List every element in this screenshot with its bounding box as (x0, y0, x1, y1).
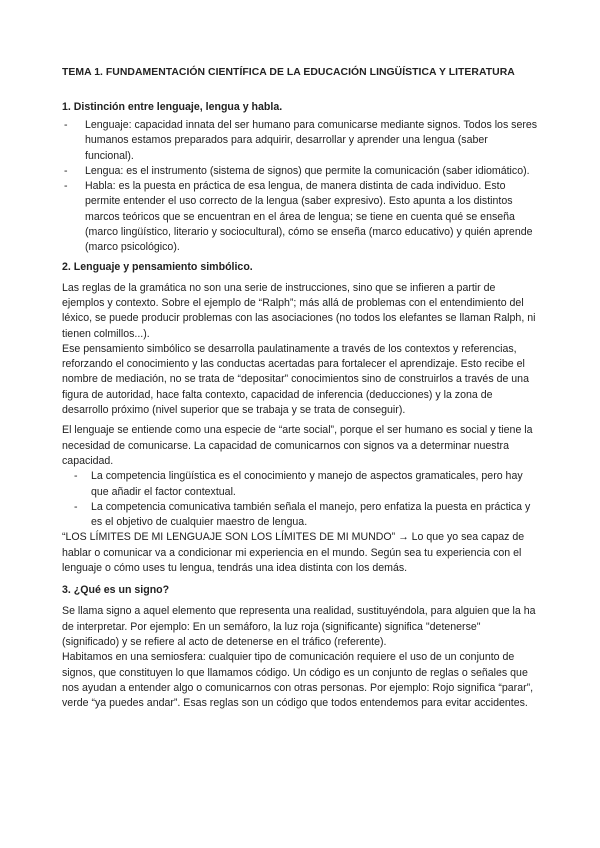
section-1-bullet-list (62, 118, 538, 256)
paragraph: Las reglas de la gramática no son una serie de instrucciones, sino que se infieren a partir de ejemplos y contexto. Sobre el ejemplo de “Ralph”; más allá de problemas con el entendimiento del léxico, se puede producir problemas con las asociaciones (no todos los elefantes se llaman Ralph, ni tienen colmillos...). (62, 281, 536, 340)
list-item: - Lenguaje: capacidad innata del ser humano para comunicarse mediante signos. Todos los seres humanos estamos preparados para adquirir, desarrollar y aprender una lengua (saber funcional). (62, 118, 538, 164)
section-heading-3: 3. ¿Qué es un signo? (62, 584, 170, 597)
paragraph: Ese pensamiento simbólico se desarrolla paulatinamente a través de los contextos y referencias, reforzando el conocimiento y las conductas acertadas para fortalecer el aprendizaje. Esto recibe el nombre de mediación, no se trata de “depositar” conocimientos sino de construirlos a través de una figura de autoridad, hace falta contexto, capacidad de inferencia (deducciones) y la zona de desarrollo próximo (nivel superior que se trabaja y se trata de conseguir). (62, 342, 529, 417)
section-heading-1: 1. Distinción entre lenguaje, lengua y habla. (62, 101, 283, 113)
list-item: - Habla: es la puesta en práctica de esa lengua, de manera distinta de cada individuo. Esto permite entender el uso correcto de la lengua (saber expresivo). Esto apunta a los distintos marcos teóricos que se encuentran en el área de lengua; se tiene en cuenta qué se enseña (marco lingüístico, literario y sociocultural), cómo se enseña (marco educativo) y quién aprende (marco psicológico). (62, 179, 538, 255)
list-item: - Lengua: es el instrumento (sistema de signos) que permite la comunicación (saber idiomático). (62, 164, 538, 179)
paragraph: Se llama signo a aquel elemento que representa una realidad, sustituyéndola, para alguien que la ha de interpretar. Por ejemplo: En un semáforo, la luz roja (significante) significa "detenerse" (significado) y se refiere al acto de detenerse en el tráfico (referente). (62, 605, 536, 648)
paragraph: El lenguaje se entiende como una especie de “arte social”, porque el ser humano es social y tiene la necesidad de comunicarse. La capacidad de comunicarnos con signos va a determinar nuestra capacidad. (62, 424, 533, 467)
list-item: - La competencia lingüística es el conocimiento y manejo de aspectos gramaticales, pero hay que añadir el factor contextual. (62, 469, 538, 500)
paragraph: “LOS LÍMITES DE MI LENGUAJE SON LOS LÍMITES DE MI MUNDO” → Lo que yo sea capaz de hablar o comunicar va a condicionar mi experiencia en el mundo. Según sea tu experiencia con el lenguaje o cómo uses tu lengua, tendrás una idea distinta con los demás. (62, 531, 525, 575)
list-item: - La competencia comunicativa también señala el manejo, pero enfatiza la puesta en práctica y es el objetivo de cualquier maestro de lengua. (62, 500, 538, 531)
section-heading-2: 2. Lenguaje y pensamiento simbólico. (62, 260, 253, 273)
paragraph: Habitamos en una semiosfera: cualquier tipo de comunicación requiere el uso de un conjunto de signos, que constituyen lo que llamamos código. Un código es un conjunto de reglas o señales que nos ayudan a entender algo o comunicarnos con otras personas. Por ejemplo: Rojo significa “parar”, verde “ya puedes andar”. Esas reglas son un código que todos entendemos para evitar accidentes. (62, 651, 534, 710)
section-2-bullet-list (62, 469, 538, 530)
page-title: TEMA 1. FUNDAMENTACIÓN CIENTÍFICA DE LA EDUCACIÓN LINGÜÍSTICA Y LITERATURA (62, 67, 515, 78)
